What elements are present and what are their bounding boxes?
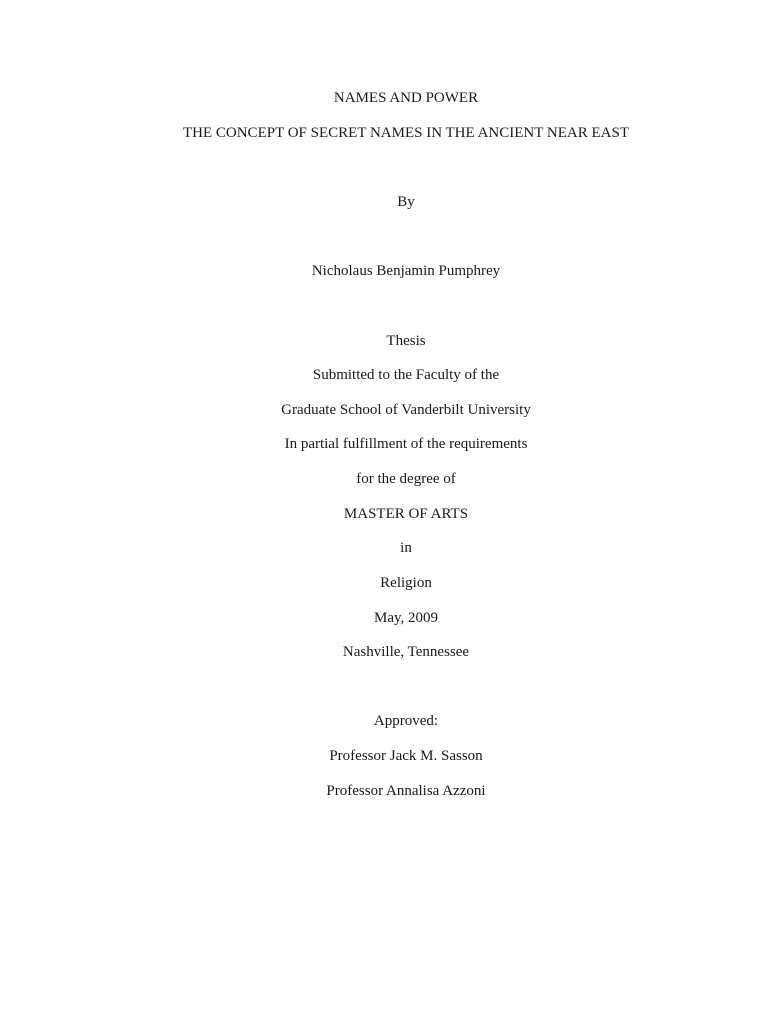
approver-2: Professor Annalisa Azzoni xyxy=(326,783,486,799)
in-label: in xyxy=(400,540,412,556)
degree-intro: for the degree of xyxy=(356,471,456,487)
field-of-study: Religion xyxy=(380,575,432,591)
approver-1: Professor Jack M. Sasson xyxy=(329,748,483,764)
degree-name: MASTER OF ARTS xyxy=(343,506,469,522)
submission-date: May, 2009 xyxy=(373,610,439,626)
submitted-line: Submitted to the Faculty of the xyxy=(312,367,500,383)
author-name: Nicholaus Benjamin Pumphrey xyxy=(311,263,501,279)
fulfillment-line: In partial fulfillment of the requirements xyxy=(284,436,528,452)
thesis-subtitle: THE CONCEPT OF SECRET NAMES IN THE ANCIENT NEAR EAST xyxy=(182,125,629,141)
approved-label: Approved: xyxy=(373,713,439,729)
by-label: By xyxy=(397,194,415,210)
location: Nashville, Tennessee xyxy=(342,644,470,660)
document-type: Thesis xyxy=(386,333,426,349)
school-line: Graduate School of Vanderbilt University xyxy=(281,402,531,418)
thesis-title: NAMES AND POWER xyxy=(333,90,479,106)
